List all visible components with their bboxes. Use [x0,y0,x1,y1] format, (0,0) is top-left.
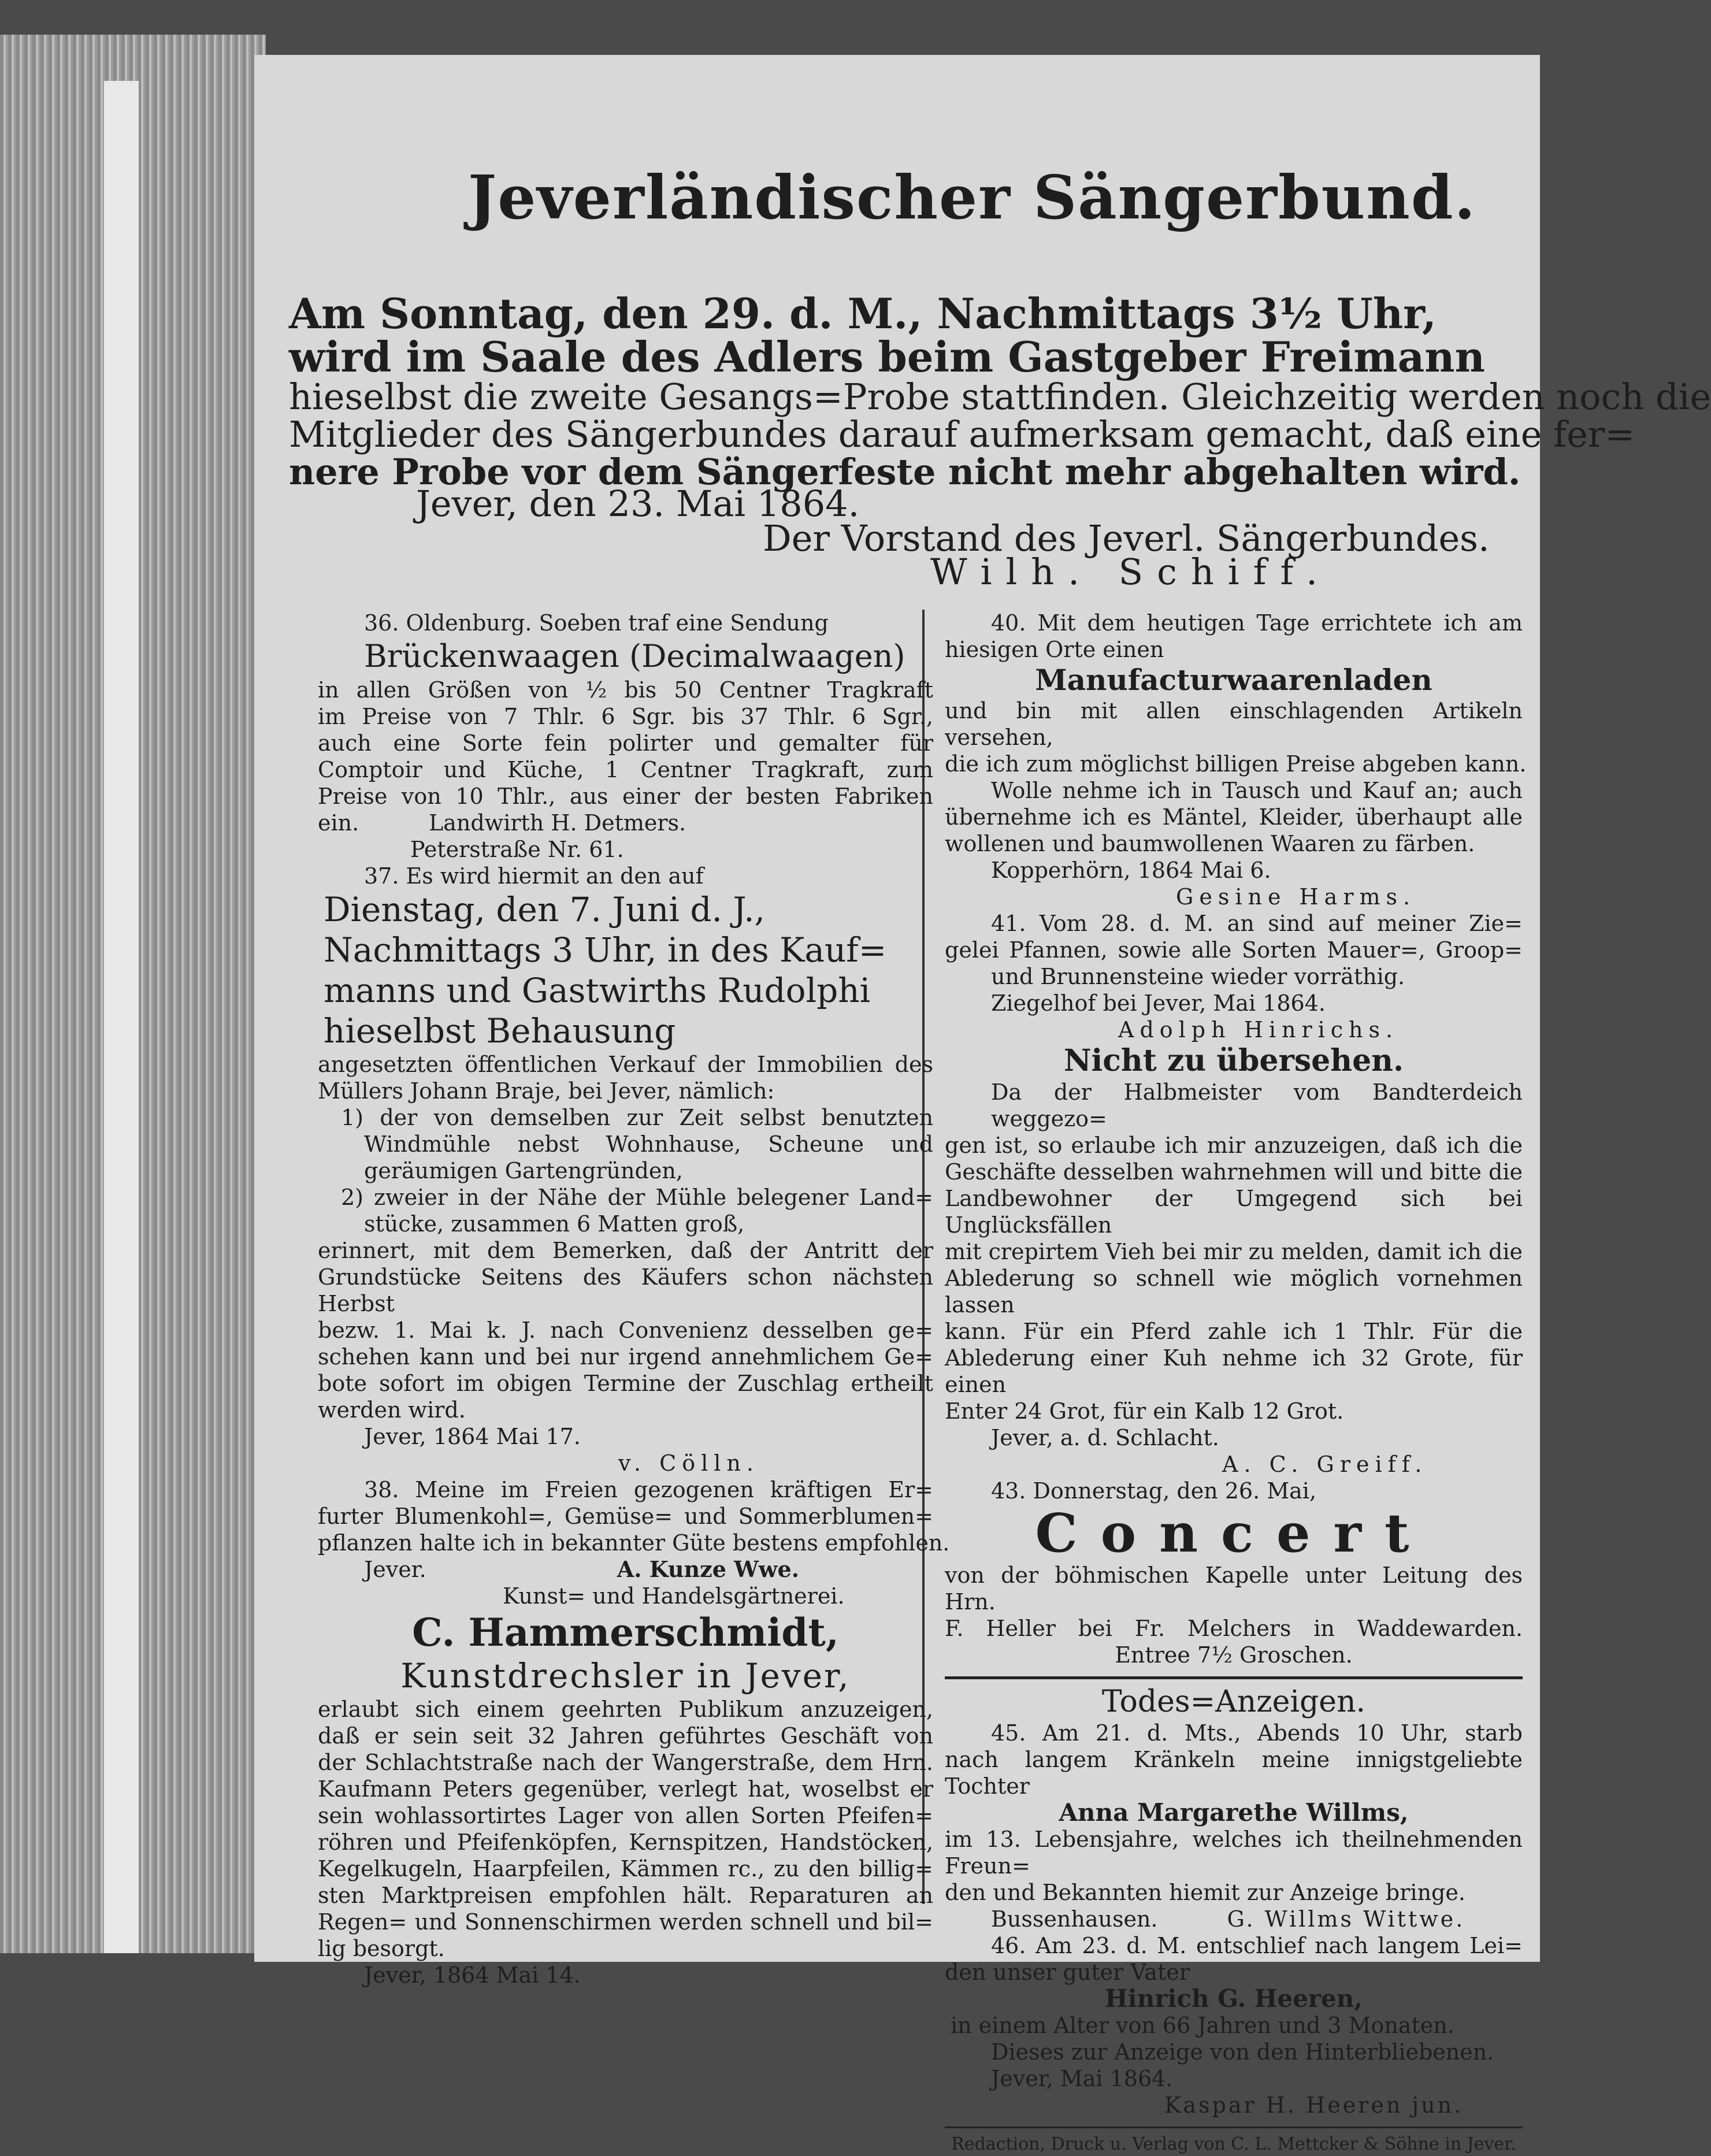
ad-45-line: den und Bekannten hiemit zur Anzeige bringe. [945,1880,1465,1905]
header-line-1: Am Sonntag, den 29. d. M., Nachmittags 3½ Uhr, [289,289,1437,338]
book-edge [0,35,266,1953]
ad-36-line: auch eine Sorte fein polirter und gemalter für [318,730,933,756]
ad-38-signature: A. Kunze Wwe. [617,1556,799,1582]
ad-36-line: in allen Größen von ½ bis 50 Centner Tragkraft [318,677,933,703]
ad-41-line: und Brunnensteine wieder vorräthig. [991,964,1405,989]
ad-42-line: Geschäfte desselben wahrnehmen will und bitte die [945,1159,1523,1185]
ad-37-heading: hieselbst Behausung [324,1011,676,1051]
ad-37-line: bezw. 1. Mai k. J. nach Convenienz desselben ge= [318,1318,933,1343]
ad-40-line: hiesigen Orte einen [945,637,1164,662]
header-line-2: wird im Saale des Adlers beim Gastgeber Freimann [289,332,1485,381]
ad-36-line: Comptoir und Küche, 1 Centner Tragkraft, zum [318,757,933,782]
ad-37-line: schehen kann und bei nur irgend annehmlichem Ge= [318,1344,933,1370]
ad-45-line: 45. Am 21. d. Mts., Abends 10 Uhr, starb [991,1720,1523,1746]
ad-45-signature-line [945,1906,1523,1932]
ad-37-heading: manns und Gastwirths Rudolphi [324,971,871,1010]
ad-42-date: Jever, a. d. Schlacht. [991,1425,1219,1450]
ad-37-line: bote sofort im obigen Termine der Zuschlag ertheilt [318,1371,933,1396]
ad-hammerschmidt-line: Regen= und Sonnenschirmen werden schnell und bil= [318,1909,933,1935]
ad-40-line: 40. Mit dem heutigen Tage errichtete ich am [991,610,1523,636]
ad-38-line: pflanzen halte ich in bekannter Güte bestens empfohlen. [318,1530,950,1556]
header-signer: Der Vorstand des Jeverl. Sängerbundes. [763,517,1490,559]
ad-40-date: Kopperhörn, 1864 Mai 6. [991,858,1271,883]
ad-36-signature: ein. Landwirth H. Detmers. [318,810,686,836]
ad-42-line: Ablederung einer Kuh nehme ich 32 Grote, für einen [945,1345,1523,1397]
ad-37-line: Grundstücke Seitens des Käufers schon nächsten Herbst [318,1264,933,1316]
ad-hammerschmidt-subheading: Kunstdrechsler in Jever, [400,1656,851,1695]
ad-41-line: 41. Vom 28. d. M. an sind auf meiner Zie= [991,911,1523,936]
ad-43-heading: Concert [1035,1502,1432,1564]
ad-43-line: F. Heller bei Fr. Melchers in Waddewarden. [945,1616,1523,1641]
header-line-4: Mitglieder des Sängerbundes darauf aufmerksam gemacht, daß eine fer= [289,413,1635,455]
left-column [318,610,950,1988]
ad-43-line: 43. Donnerstag, den 26. Mai, [991,1478,1317,1504]
ad-46-signature: Kaspar H. Heeren jun. [1164,2092,1464,2118]
ad-45-place: Bussenhausen. [991,1906,1158,1932]
ad-37-list-item: stücke, zusammen 6 Matten groß, [364,1211,745,1237]
ad-40-line: übernehme ich es Mäntel, Kleider, überhaupt alle [945,804,1523,830]
ad-43-price: Entree 7½ Groschen. [1115,1642,1353,1668]
ad-36-line: im Preise von 7 Thlr. 6 Sgr. bis 37 Thlr. 6 Sgr., [318,704,933,729]
ad-hammerschmidt-line: röhren und Pfeifenköpfen, Kernspitzen, Handstöcken, [318,1830,933,1855]
ad-37-line: werden wird. [318,1397,466,1423]
ad-40-line: und bin mit allen einschlagenden Artikeln versehen, [945,698,1523,750]
ad-37-line: 37. Es wird hiermit an den auf [364,863,704,889]
obituaries-heading: Todes=Anzeigen. [1101,1684,1366,1719]
main-title: Jeverländischer Sängerbund. [468,162,1476,233]
ad-43-line: von der böhmischen Kapelle unter Leitung des Hrn. [945,1563,1523,1615]
imprint: Redaction, Druck u. Verlag von C. L. Mettcker & Söhne in Jever. [951,2134,1516,2154]
right-column [945,610,1527,2156]
ad-37-line: angesetzten öffentlichen Verkauf der Immobilien des [318,1052,933,1077]
ad-hammerschmidt-line: daß er sein seit 32 Jahren geführtes Geschäft von [318,1723,933,1749]
header-signer-name: Wilh. Schiff. [930,551,1331,593]
ad-46-line: Dieses zur Anzeige von den Hinterbliebenen. [991,2039,1494,2065]
ad-hammerschmidt-line: erlaubt sich einem geehrten Publikum anzuzeigen, [318,1697,933,1722]
ad-40-line: wollenen und baumwollenen Waaren zu färben. [945,831,1475,856]
ad-38-place: Jever. [364,1557,426,1582]
ad-42-line: Enter 24 Grot, für ein Kalb 12 Grot. [945,1398,1344,1424]
ad-37-date: Jever, 1864 Mai 17. [364,1424,581,1449]
ad-38-signature-line [318,1556,933,1583]
ad-40-signature: Gesine Harms. [1176,884,1416,910]
ad-42-signature: A. C. Greiff. [1222,1452,1428,1477]
ad-40-heading: Manufacturwaarenladen [1035,663,1432,697]
ad-hammerschmidt-line: sten Marktpreisen empfohlen hält. Reparaturen an [318,1883,933,1908]
ad-42-line: gen ist, so erlaube ich mir anzuzeigen, daß ich die [945,1133,1523,1158]
ad-45-line: nach langem Kränkeln meine innigstgeliebte Tochter [945,1747,1523,1799]
ad-37-list-item: 1) der von demselben zur Zeit selbst benutzten [341,1105,933,1130]
ad-42-line: Da der Halbmeister vom Bandterdeich weggezo= [991,1079,1523,1131]
ad-42-line: mit crepirtem Vieh bei mir zu melden, damit ich die [945,1239,1523,1264]
ad-46-line: 46. Am 23. d. M. entschlief nach langem Lei= [991,1933,1523,1958]
ad-hammerschmidt-line: lig besorgt. [318,1936,445,1961]
ad-37-line: Müllers Johann Braje, bei Jever, nämlich: [318,1078,775,1104]
ad-41-signature: Adolph Hinrichs. [1118,1017,1399,1042]
ad-46-line: den unser guter Vater [945,1960,1190,1985]
ad-37-line: erinnert, mit dem Bemerken, daß der Antritt der [318,1238,933,1263]
ad-hammerschmidt-line: der Schlachtstraße nach der Wangerstraße, dem Hrn. [318,1750,933,1775]
ad-36-heading: Brückenwaagen (Decimalwaagen) [364,638,905,674]
ad-37-list-item: Windmühle nebst Wohnhause, Scheune und [364,1131,933,1157]
ad-42-line: kann. Für ein Pferd zahle ich 1 Thlr. Für die [945,1319,1523,1344]
ad-38-line: furter Blumenkohl=, Gemüse= und Sommerblumen= [318,1504,933,1529]
ad-37-signature: v. Cölln. [618,1450,759,1476]
page-stack [104,81,139,1953]
header-line-3: hieselbst die zweite Gesangs=Probe stattfinden. Gleichzeitig werden noch die [289,376,1711,418]
ad-46-date: Jever, Mai 1864. [991,2066,1173,2091]
ad-hammerschmidt-line: Kaufmann Peters gegenüber, verlegt hat, woselbst er [318,1776,933,1802]
ad-hammerschmidt-date: Jever, 1864 Mai 14. [364,1962,581,1988]
ad-46-name: Hinrich G. Heeren, [1105,1984,1363,2013]
ad-hammerschmidt-line: Kegelkugeln, Haarpfeilen, Kämmen rc., zu den billig= [318,1856,933,1882]
imprint-rule [945,2127,1523,2128]
ad-36-address: Peterstraße Nr. 61. [410,837,624,862]
header-date: Jever, den 23. Mai 1864. [416,483,860,525]
ad-36-line: 36. Oldenburg. Soeben traf eine Sendung [364,610,829,636]
ad-42-heading: Nicht zu übersehen. [1063,1043,1404,1078]
ad-45-line: im 13. Lebensjahre, welches ich theilnehmenden Freun= [945,1827,1523,1879]
section-rule [945,1676,1523,1679]
ad-37-heading: Dienstag, den 7. Juni d. J., [324,890,765,929]
ad-42-line: Ablederung so schnell wie möglich vornehmen lassen [945,1266,1523,1318]
newspaper-page [254,55,1711,2154]
ad-42-line: Landbewohner der Umgegend sich bei Unglücksfällen [945,1186,1523,1238]
ad-40-line: die ich zum möglichst billigen Preise abgeben kann. [945,751,1527,777]
ad-36-line: Preise von 10 Thlr., aus einer der besten Fabriken [318,784,933,809]
ad-45-signature: G. Willms Wittwe. [1227,1906,1465,1932]
ad-38-line: 38. Meine im Freien gezogenen kräftigen Er= [364,1477,933,1502]
ad-41-date: Ziegelhof bei Jever, Mai 1864. [991,990,1326,1016]
ad-41-line: gelei Pfannen, sowie alle Sorten Mauer=, Groop= [945,937,1523,963]
ad-45-name: Anna Margarethe Willms, [1059,1798,1409,1827]
ad-hammerschmidt-line: sein wohlassortirtes Lager von allen Sorten Pfeifen= [318,1803,933,1828]
ad-40-line: Wolle nehme ich in Tausch und Kauf an; auch [991,778,1523,803]
header-line-5: nere Probe vor dem Sängerfeste nicht mehr abgehalten wird. [289,451,1521,493]
ad-38-business: Kunst= und Handelsgärtnerei. [503,1583,845,1609]
ad-37-heading: Nachmittags 3 Uhr, in des Kauf= [324,930,887,970]
ad-46-line: in einem Alter von 66 Jahren und 3 Monaten. [951,2013,1454,2038]
ad-37-list-item: geräumigen Gartengründen, [364,1158,683,1183]
ad-hammerschmidt-heading: C. Hammerschmidt, [412,1610,839,1655]
ad-37-list-item: 2) zweier in der Nähe der Mühle belegener Land= [341,1185,933,1210]
